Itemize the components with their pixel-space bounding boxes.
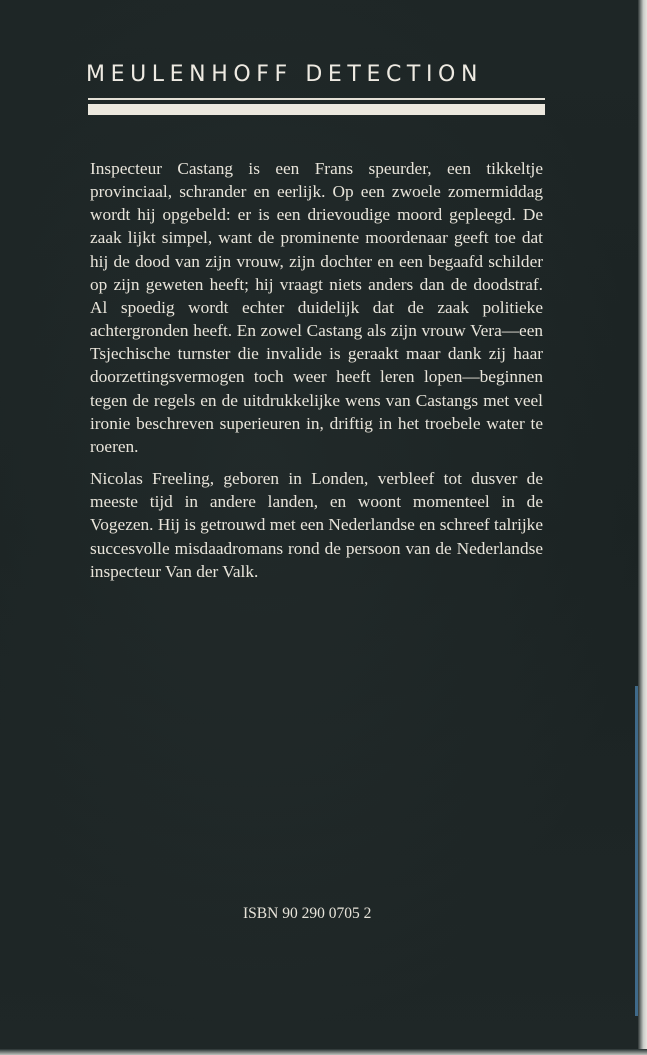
series-title: MEULENHOFF DETECTION: [86, 62, 484, 87]
blurb-text: [90, 157, 543, 583]
blurb-paragraph-author: Nicolas Freeling, geboren in Londen, verbleef tot dusver de meeste tijd in andere landen, en woont momenteel in de Vogezen. Hij is getrouwd met een Nederlandse en schreef talrijke succesvolle misdaadromans rond de persoon van de Nederlandse inspecteur Van der Valk.: [90, 469, 543, 581]
cover-right-edge: [638, 0, 647, 1055]
isbn-number: ISBN 90 290 0705 2: [243, 905, 372, 922]
header-rule-thin: [88, 98, 545, 100]
cover-bottom-edge: [0, 1049, 647, 1055]
blurb-paragraph-plot: Inspecteur Castang is een Frans speurder, een tikkeltje provinciaal, schrander en eerlijk. Op een zwoele zomermiddag wordt hij opgebeld: er is een drievoudige moord gepleegd. De zaak lijkt simpel, want de prominente moordenaar geeft toe dat hij de dood van zijn vrouw, zijn dochter en een begaafd schilder op zijn geweten heeft; hij vraagt niets anders dan de doodstraf. Al spoedig wordt echter duidelijk dat de zaak politieke achtergronden heeft. En zowel Castang als zijn vrouw Vera—een Tsjechische turnster die invalide is geraakt maar dank zij haar doorzettingsvermogen toch weer heeft leren lopen—beginnen tegen de regels en de uitdrukkelijke wens van Castangs met veel ironie beschreven superieuren in, driftig in het troebele water te roeren.: [90, 159, 543, 456]
header-rule-thick: [88, 104, 545, 115]
